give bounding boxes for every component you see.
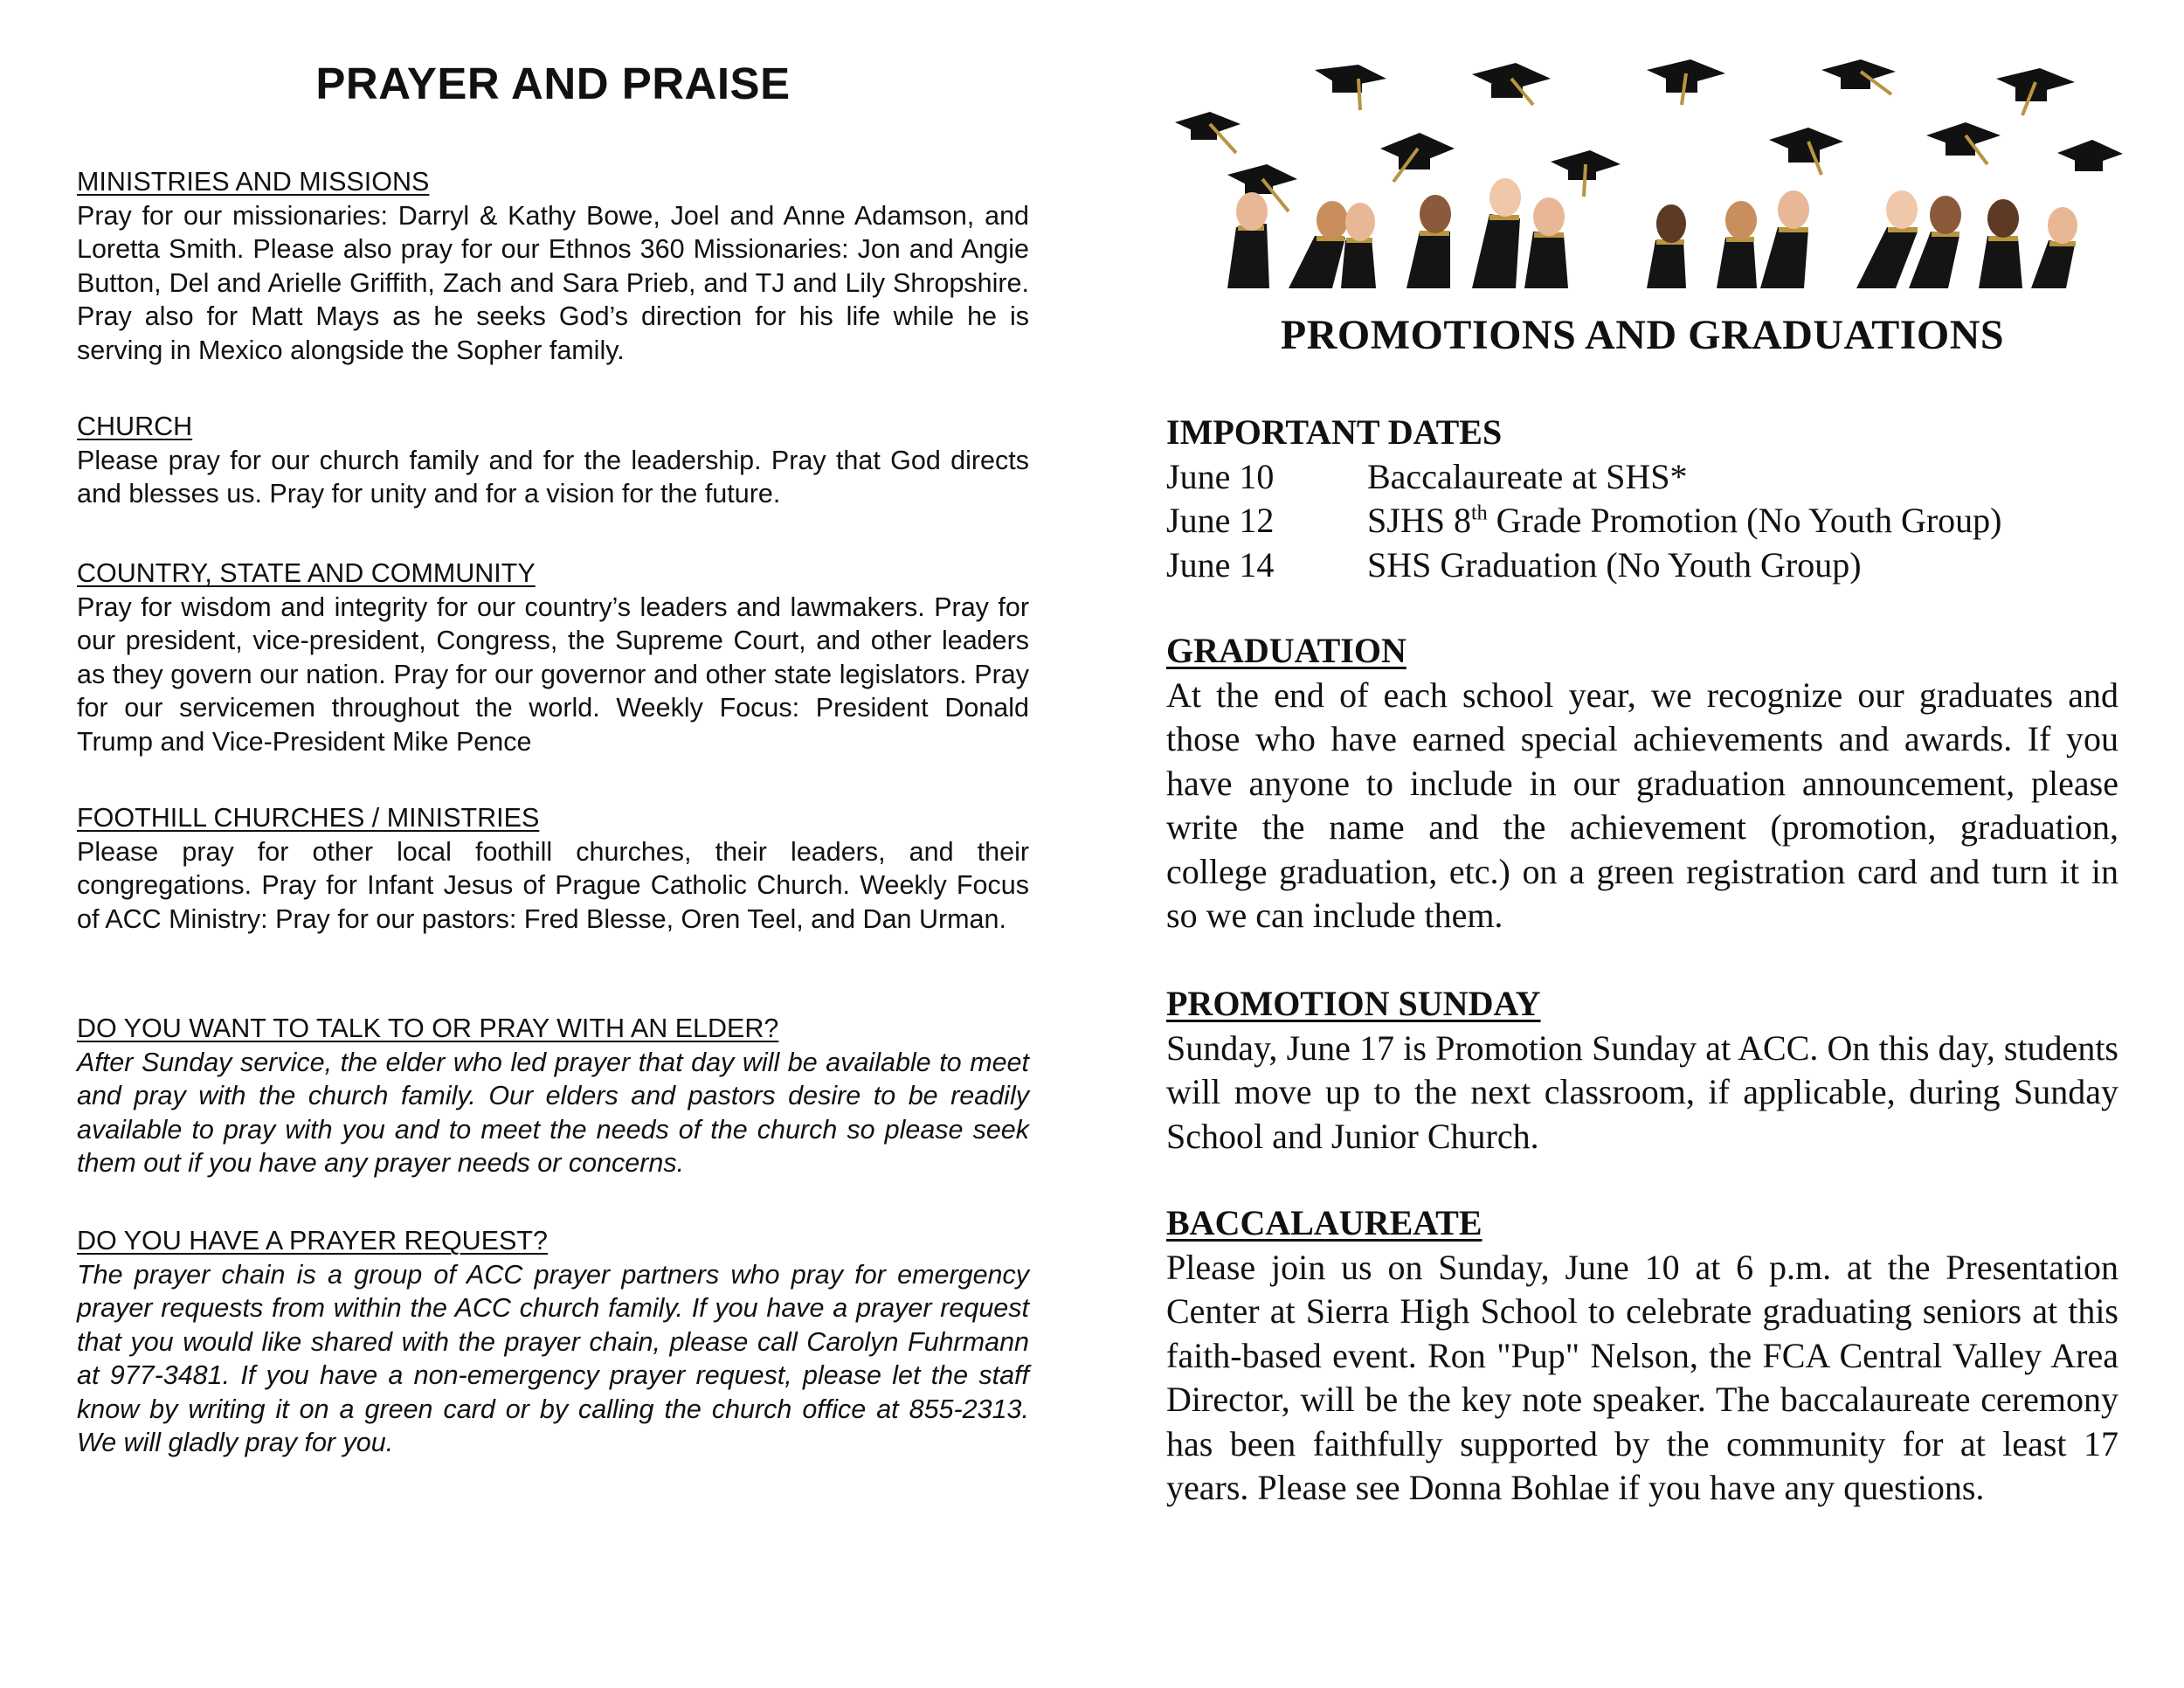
raised-arm-icon (1227, 192, 1269, 288)
section-body: Please join us on Sunday, June 10 at 6 p.m. at the Presentation Center at Sierra High School to celebrate graduating seniors at this faith-based event. Ron "Pup" Nelson, the FCA Central Valley Area Director, will be the key note speaker. The baccalaureate ceremony has been faithfully supported by the community for at least 17 years. Please see Donna Bohlae if you have any questions. (1166, 1247, 2118, 1507)
section-body: Pray for wisdom and integrity for our country’s leaders and lawmakers. Pray for our president, vice-president, Congress, the Supreme Court, and other leaders as they govern our nation. Pray for our governor and other state legislators. Pray for our servicemen throughout the world. Weekly Focus: President Donald Trump and Vice-President Mike Pence (77, 591, 1029, 757)
section-prayer-request (77, 1224, 1029, 1460)
section-heading: BACCALAUREATE (1166, 1203, 1482, 1242)
section-foothill-churches (77, 801, 1029, 936)
date-row (1166, 499, 2118, 543)
cap-icon (2057, 140, 2123, 171)
page-title-prayer-and-praise: PRAYER AND PRAISE (315, 59, 791, 108)
cap-icon (1647, 59, 1725, 105)
section-body: Please pray for other local foothill churches, their leaders, and their congregations. Pray for Infant Jesus of Prague Catholic Church. Weekly Focus of ACC Ministry: Pray for our pastors: Fred Blesse, Oren Teel, and Dan Urman. (77, 836, 1029, 934)
section-graduation (1166, 629, 2118, 938)
section-heading: CHURCH (77, 412, 193, 441)
section-heading: FOOTHILL CHURCHES / MINISTRIES (77, 803, 540, 833)
section-body: Pray for our missionaries: Darryl & Kathy Bowe, Joel and Anne Adamson, and Loretta Smith. Please also pray for our Ethnos 360 Missionaries: Jon and Angie Button, Del and Arielle Griffith, Zach and Sara Prieb, and TJ and Lily Shropshire. Pray also for Matt Mays as he seeks God’s direction for his life while he is serving in Mexico alongside the Sopher family. (77, 200, 1029, 365)
section-church (77, 410, 1029, 511)
section-important-dates (1166, 411, 2118, 587)
cap-icon (1380, 133, 1455, 182)
date-row (1166, 543, 2118, 588)
raised-arm-icon (1341, 203, 1376, 288)
date-event: SHS Graduation (No Youth Group) (1367, 544, 1862, 585)
section-heading: GRADUATION (1166, 631, 1406, 670)
section-heading: DO YOU WANT TO TALK TO OR PRAY WITH AN ELDER? (77, 1013, 779, 1043)
raised-arm-icon (1717, 201, 1757, 288)
graduation-caps-and-raised-hands-icon (1158, 52, 2127, 288)
date-event: Baccalaureate at SHS* (1367, 456, 1688, 496)
section-heading: COUNTRY, STATE AND COMMUNITY (77, 558, 536, 588)
section-ministries-and-missions (77, 165, 1029, 367)
section-talk-to-elder (77, 1012, 1029, 1180)
cap-icon (1175, 112, 1241, 153)
section-heading: IMPORTANT DATES (1166, 412, 1503, 452)
cap-icon (1821, 59, 1896, 94)
right-page (1092, 0, 2184, 1688)
raised-arm-icon (1524, 197, 1568, 288)
cap-icon (1551, 150, 1621, 197)
section-country-state-community (77, 557, 1029, 758)
cap-icon (1315, 65, 1386, 110)
raised-arm-icon (1647, 204, 1686, 288)
date-label: June 12 (1166, 501, 1275, 540)
raised-arm-icon (1760, 190, 1809, 288)
raised-arm-icon (1289, 201, 1348, 288)
cap-icon (1472, 63, 1551, 105)
date-event: SJHS 8th Grade Promotion (No Youth Group) (1367, 501, 2002, 540)
raised-arm-icon (1856, 190, 1918, 288)
date-label: June 10 (1166, 456, 1275, 496)
cap-icon (1996, 68, 2075, 115)
section-body: After Sunday service, the elder who led prayer that day will be available to meet and pray with the church family. Our elders and pastors desire to be readily available to pray with you and to meet the needs of the church so please seek them out if you have any prayer needs or concerns. (77, 1047, 1029, 1178)
date-label: June 14 (1166, 544, 1275, 585)
raised-arm-icon (1979, 199, 2022, 288)
page-title-promotions-and-graduations: PROMOTIONS AND GRADUATIONS (1280, 312, 2005, 358)
section-heading: MINISTRIES AND MISSIONS (77, 167, 430, 197)
section-body: Sunday, June 17 is Promotion Sunday at ACC. On this day, students will move up to the next classroom, if applicable, during Sunday School and Junior Church. (1166, 1027, 2118, 1156)
cap-icon (1769, 128, 1843, 175)
raised-arm-icon (2031, 207, 2077, 288)
section-body: The prayer chain is a group of ACC prayer partners who pray for emergency prayer requests from within the ACC church family. If you have a prayer request that you would like shared with the prayer chain, please call Carolyn Fuhrmann at 977-3481. If you have a non-emergency prayer request, please let the staff know by writing it on a green card or by calling the church office at 855-2313. We will gladly pray for you. (77, 1259, 1029, 1457)
section-promotion-sunday (1166, 982, 2118, 1159)
section-baccalaureate (1166, 1201, 2118, 1511)
section-heading: PROMOTION SUNDAY (1166, 984, 1541, 1023)
cap-icon (1926, 122, 2001, 164)
raised-arm-icon (1406, 195, 1451, 288)
section-body: At the end of each school year, we recognize our graduates and those who have earned special achievements and awards. If you have anyone to include in our graduation announcement, please write the name and the achievement (promotion, graduation, college graduation, etc.) on a green registration card and turn it in so we can include them. (1166, 675, 2118, 935)
raised-arm-icon (1472, 178, 1521, 288)
section-heading: DO YOU HAVE A PRAYER REQUEST? (77, 1226, 548, 1256)
section-body: Please pray for our church family and for the leadership. Pray that God directs and blesses us. Pray for unity and for a vision for the future. (77, 445, 1029, 508)
date-row (1166, 455, 2118, 500)
